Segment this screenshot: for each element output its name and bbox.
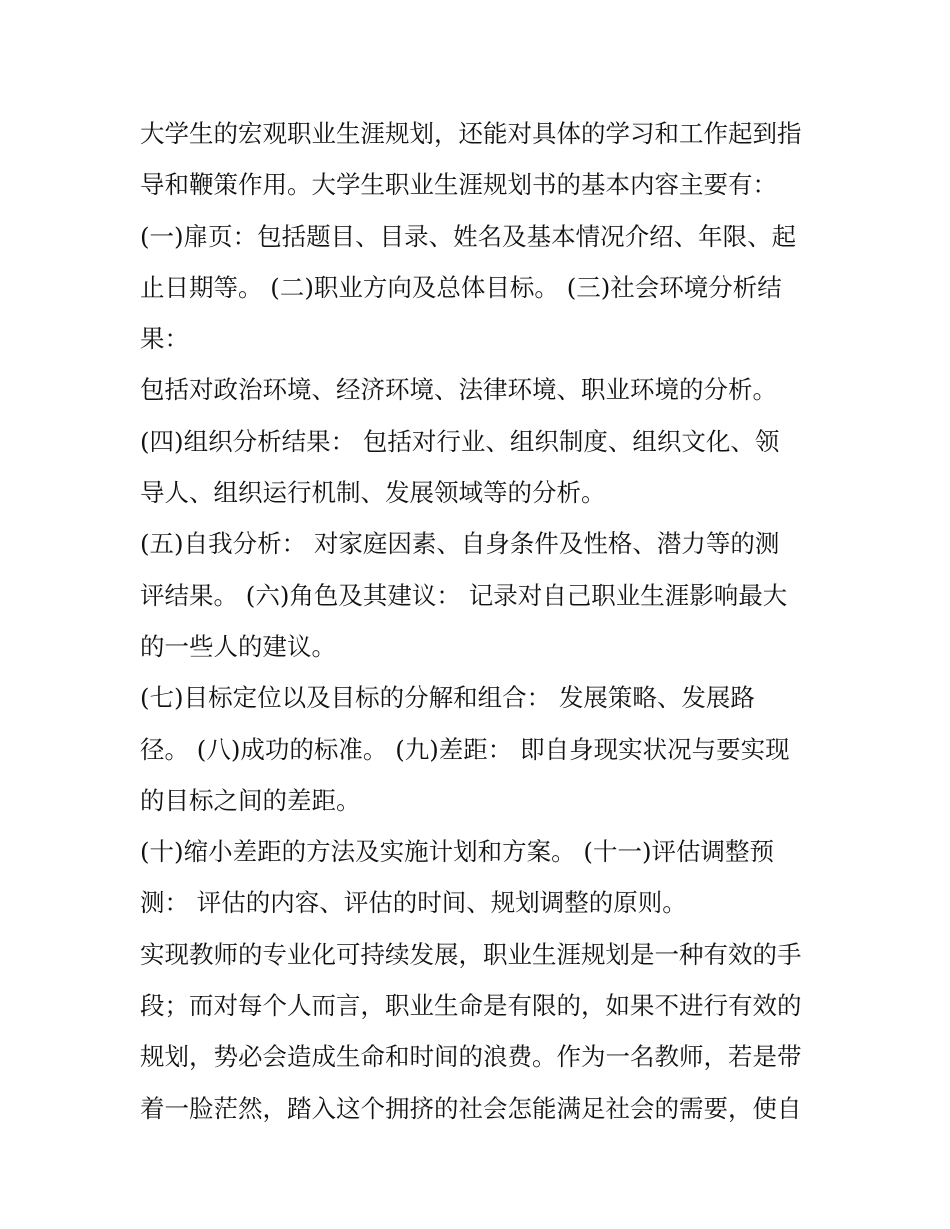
text-line: 的一些人的建议。 bbox=[140, 631, 336, 661]
document-body bbox=[140, 108, 820, 1134]
text-line: 大学生的宏观职业生涯规划，还能对具体的学习和工作起到指 bbox=[140, 119, 802, 148]
text-line: 实现教师的专业化可持续发展，职业生涯规划是一种有效的手 bbox=[140, 939, 802, 969]
text-line: (七)目标定位以及目标的分解和组合： 发展策略、发展路 bbox=[140, 683, 755, 713]
text-line: 止日期等。 (二)职业方向及总体目标。 (三)社会环境分析结 bbox=[140, 272, 782, 302]
text-line: 包括对政治环境、经济环境、法律环境、职业环境的分析。 bbox=[140, 375, 777, 405]
text-line: (五)自我分析： 对家庭因素、自身条件及性格、潜力等的测 bbox=[140, 529, 780, 559]
text-line: (四)组织分析结果： 包括对行业、组织制度、组织文化、领 bbox=[140, 426, 780, 456]
text-line: 评结果。 (六)角色及其建议： 记录对自己职业生涯影响最大 bbox=[140, 580, 788, 610]
text-line: 测： 评估的内容、评估的时间、规划调整的原则。 bbox=[140, 888, 687, 918]
text-line: 导和鞭策作用。大学生职业生涯规划书的基本内容主要有： bbox=[140, 170, 777, 200]
text-line: 的目标之间的差距。 bbox=[140, 785, 361, 815]
text-line: 导人、组织运行机制、发展领域等的分析。 bbox=[140, 478, 606, 508]
text-line: 径。 (八)成功的标准。 (九)差距： 即自身现实状况与要实现 bbox=[140, 734, 790, 764]
text-line: (十)缩小差距的方法及实施计划和方案。 (十一)评估调整预 bbox=[140, 837, 775, 867]
text-line: 段；而对每个人而言，职业生命是有限的，如果不进行有效的 bbox=[140, 991, 802, 1021]
text-line: (一)扉页：包括题目、目录、姓名及基本情况介绍、年限、起 bbox=[140, 221, 797, 251]
text-line: 着一脸茫然，踏入这个拥挤的社会怎能满足社会的需要，使自 bbox=[140, 1093, 802, 1123]
text-line: 规划，势必会造成生命和时间的浪费。作为一名教师，若是带 bbox=[140, 1042, 802, 1072]
text-line: 果： bbox=[140, 324, 189, 354]
